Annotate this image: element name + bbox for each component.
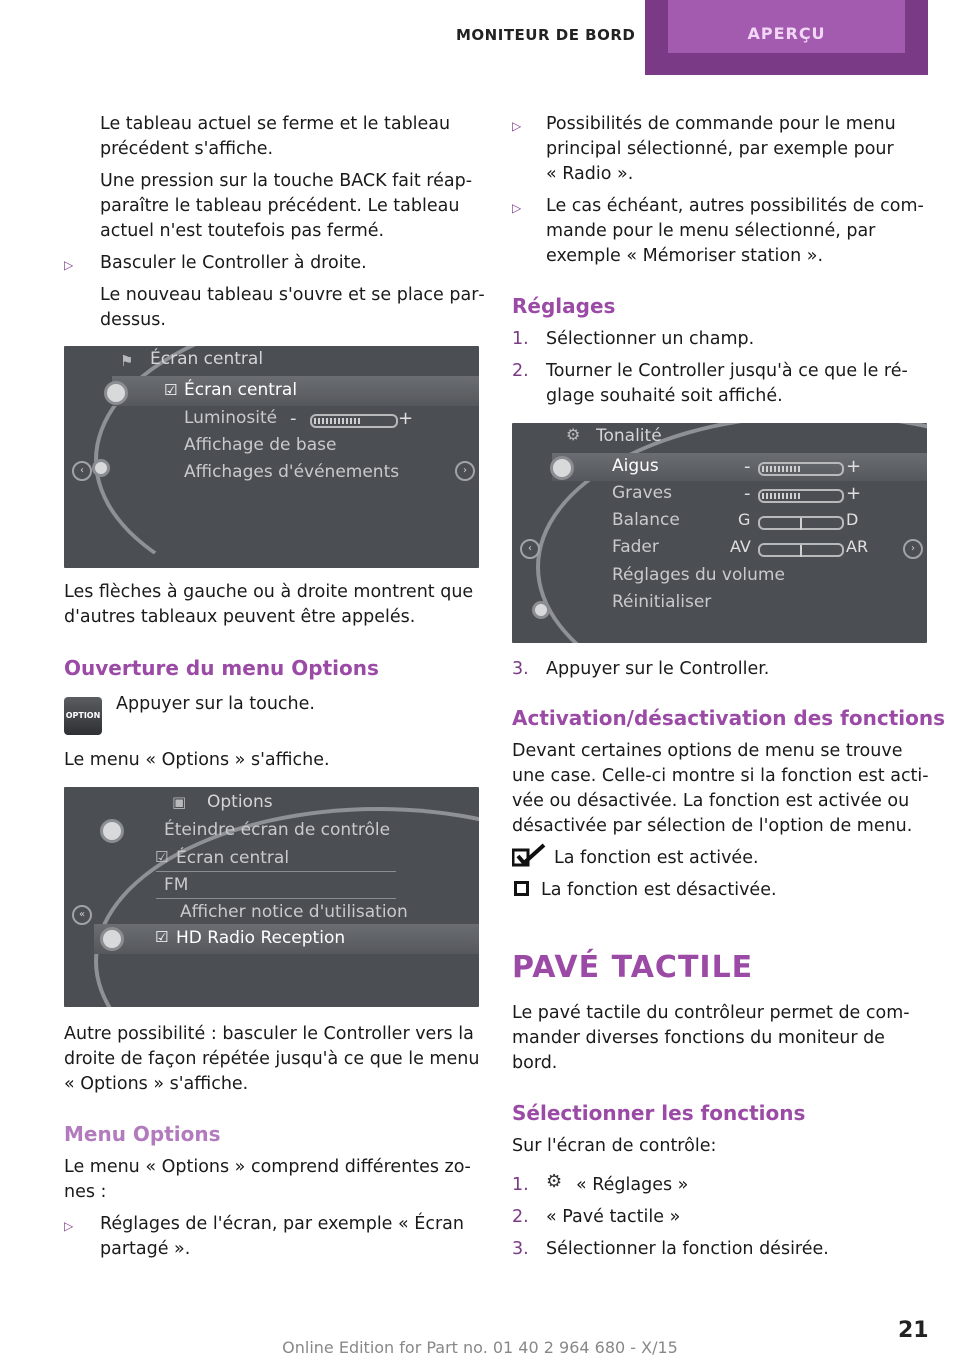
list-item: partagé ». xyxy=(100,1239,191,1259)
paragraph: Le tableau actuel se ferme et le tableau xyxy=(100,114,451,134)
paragraph: nes : xyxy=(64,1182,107,1202)
menu-item: Graves xyxy=(612,483,672,503)
paragraph: vée ou désactivée. La fonction est activée ou xyxy=(512,791,910,811)
step-text: Tourner le Controller jusqu'à ce que le ré‐ xyxy=(546,361,908,381)
left-label: G xyxy=(738,510,751,529)
menu-item: Écran central xyxy=(176,848,290,868)
paragraph: une case. Celle-ci montre si la fonction est acti‐ xyxy=(512,766,929,786)
menu-item: Affichages d'événements xyxy=(184,462,400,482)
list-item: Basculer le Controller à droite. xyxy=(100,253,367,273)
slider-graves xyxy=(758,489,844,503)
menu-item-selected: HD Radio Reception xyxy=(176,928,346,948)
menu-item: Luminosité xyxy=(184,408,278,428)
minus-icon: - xyxy=(290,408,297,429)
menu-item: Affichage de base xyxy=(184,435,337,455)
paragraph: « Options » s'affiche. xyxy=(64,1074,249,1094)
plus-icon: + xyxy=(846,483,862,504)
list-item: Possibilités de commande pour le menu xyxy=(546,114,896,134)
right-label: D xyxy=(846,510,859,529)
menu-item: FM xyxy=(164,875,189,895)
gear-icon: ⚙ xyxy=(566,425,581,444)
paragraph: dessus. xyxy=(100,310,166,330)
plus-icon: + xyxy=(398,408,414,429)
chapter-heading: PAVÉ TACTILE xyxy=(512,950,754,985)
flag-icon: ⚑ xyxy=(120,352,134,370)
list-item: mande pour le menu sélectionné, par xyxy=(546,221,876,241)
minus-icon: - xyxy=(744,483,751,504)
paragraph: droite de façon répétée jusqu'à ce que le menu xyxy=(64,1049,480,1069)
section-heading: Ouverture du menu Options xyxy=(64,656,379,680)
menu-item: Balance xyxy=(612,510,680,530)
rear-label: AR xyxy=(846,537,869,556)
check-icon: ☑ xyxy=(155,928,169,946)
screen-image-tonalite xyxy=(512,423,927,643)
paragraph: Une pression sur la touche BACK fait réap‐ xyxy=(100,171,473,191)
paragraph: Le menu « Options » comprend différentes zo‐ xyxy=(64,1157,471,1177)
right-arrow-icon: › xyxy=(903,539,923,559)
section-title: MONITEUR DE BORD xyxy=(456,26,636,44)
minus-icon: - xyxy=(744,456,751,477)
left-arrow-icon: ‹ xyxy=(72,461,92,481)
step-number: 3. xyxy=(512,1239,529,1259)
option-button-icon: OPTION xyxy=(64,697,102,735)
slider-balance xyxy=(758,516,844,530)
step-text: « Pavé tactile » xyxy=(546,1207,681,1227)
section-heading: Activation/désactivation des fonctions xyxy=(512,706,946,730)
screen-title: Tonalité xyxy=(596,426,662,446)
paragraph: d'autres tableaux peuvent être appelés. xyxy=(64,607,416,627)
step-text: glage souhaité soit affiché. xyxy=(546,386,783,406)
menu-item: Fader xyxy=(612,537,659,557)
slider-aigus xyxy=(758,462,844,476)
paragraph: Autre possibilité : basculer le Controller vers la xyxy=(64,1024,474,1044)
paragraph: désactivée par sélection de l'option de menu. xyxy=(512,816,913,836)
list-item: exemple « Mémoriser station ». xyxy=(546,246,824,266)
paragraph: paraître le tableau précédent. Le tableau xyxy=(100,196,460,216)
step-number: 1. xyxy=(512,329,529,349)
controller-knob-icon xyxy=(104,381,128,405)
checked-box-icon xyxy=(512,843,546,867)
slider-fader xyxy=(758,543,844,557)
plus-icon: + xyxy=(846,456,862,477)
step-number: 3. xyxy=(512,659,529,679)
step-text: Appuyer sur le Controller. xyxy=(546,659,770,679)
controller-knob-icon xyxy=(550,456,574,480)
page-number: 21 xyxy=(898,1318,929,1343)
paragraph: Devant certaines options de menu se trouve xyxy=(512,741,903,761)
left-arrow-icon: ‹ xyxy=(520,539,540,559)
menu-item: Afficher notice d'utilisation xyxy=(180,902,408,922)
screen-title: Écran central xyxy=(150,349,264,369)
step-text: Sélectionner un champ. xyxy=(546,329,755,349)
section-heading: Réglages xyxy=(512,294,616,318)
header-tab-label: APERÇU xyxy=(747,24,826,43)
paragraph: La fonction est activée. xyxy=(554,848,759,868)
controller-dot-icon xyxy=(92,459,110,477)
bullet-icon: ▷ xyxy=(512,201,522,215)
paragraph: précédent s'affiche. xyxy=(100,139,274,159)
menu-item: Réglages du volume xyxy=(612,565,785,585)
step-number: 2. xyxy=(512,1207,529,1227)
subsection-heading: Menu Options xyxy=(64,1122,221,1146)
check-icon: ☑ xyxy=(164,381,178,399)
menu-item-selected: Écran central xyxy=(184,380,298,400)
left-arrow-icon: « xyxy=(72,905,92,925)
list-item: « Radio ». xyxy=(546,164,634,184)
check-icon: ☑ xyxy=(155,848,169,866)
paragraph: bord. xyxy=(512,1053,558,1073)
gear-icon: ⚙ xyxy=(546,1171,563,1192)
menu-item: Réinitialiser xyxy=(612,592,712,612)
screen-title: Options xyxy=(207,792,273,812)
right-arrow-icon: › xyxy=(455,461,475,481)
paragraph: Le pavé tactile du contrôleur permet de com‐ xyxy=(512,1003,910,1023)
bullet-icon: ▷ xyxy=(64,1219,74,1233)
bullet-icon: ▷ xyxy=(64,258,74,272)
list-item: Réglages de l'écran, par exemple « Écran xyxy=(100,1214,464,1234)
paragraph: Les flèches à gauche ou à droite montrent que xyxy=(64,582,474,602)
controller-knob-icon xyxy=(100,927,124,951)
paragraph: mander diverses fonctions du moniteur de xyxy=(512,1028,885,1048)
step-number: 2. xyxy=(512,361,529,381)
bullet-icon: ▷ xyxy=(512,119,522,133)
footer: Online Edition for Part no. 01 40 2 964 680 - X/15 xyxy=(282,1338,678,1357)
unchecked-box-icon xyxy=(514,881,529,896)
screen-image-ecran-central xyxy=(64,346,479,568)
options-icon: ▣ xyxy=(172,793,187,811)
paragraph: Appuyer sur la touche. xyxy=(116,694,315,714)
paragraph: Le menu « Options » s'affiche. xyxy=(64,750,330,770)
paragraph: Sur l'écran de contrôle: xyxy=(512,1136,717,1156)
paragraph: La fonction est désactivée. xyxy=(541,880,777,900)
menu-item-selected: Aigus xyxy=(612,456,659,476)
step-text: Sélectionner la fonction désirée. xyxy=(546,1239,829,1259)
controller-knob-icon xyxy=(100,819,124,843)
subsection-heading: Sélectionner les fonctions xyxy=(512,1101,806,1125)
step-text: « Réglages » xyxy=(576,1175,689,1195)
screen-image-options xyxy=(64,787,479,1007)
paragraph: actuel n'est toutefois pas fermé. xyxy=(100,221,385,241)
paragraph: Le nouveau tableau s'ouvre et se place par‐ xyxy=(100,285,485,305)
front-label: AV xyxy=(730,537,751,556)
controller-dot-icon xyxy=(532,601,550,619)
step-number: 1. xyxy=(512,1175,529,1195)
menu-item: Éteindre écran de contrôle xyxy=(164,820,391,840)
list-item: Le cas échéant, autres possibilités de com‐ xyxy=(546,196,924,216)
slider xyxy=(310,414,398,428)
list-item: principal sélectionné, par exemple pour xyxy=(546,139,894,159)
